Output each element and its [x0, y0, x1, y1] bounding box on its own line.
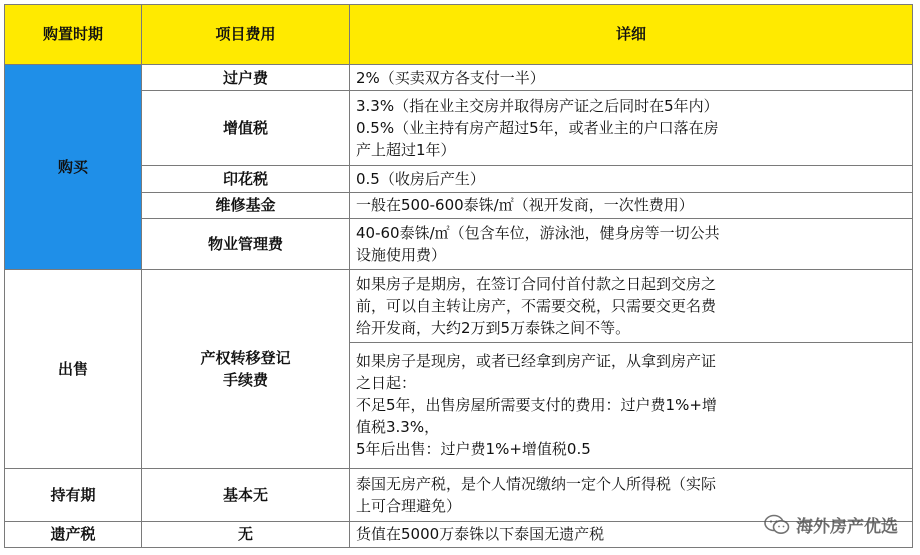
wechat-icon	[764, 514, 790, 536]
detail-line: 上可合理避免）	[356, 496, 462, 515]
detail-line: 不足5年，出售房屋所需要支付的费用：过户费1%+增	[356, 396, 717, 415]
detail-cell	[350, 64, 913, 90]
table-row	[5, 64, 913, 90]
table-row	[5, 166, 913, 192]
item-cell: 无	[142, 521, 350, 548]
item-cell: 基本无	[142, 468, 350, 521]
detail-cell	[350, 166, 913, 192]
period-inherit: 遗产税	[5, 521, 142, 548]
detail-line: 如果房子是期房，在签订合同付首付款之日起到交房之	[356, 274, 717, 293]
detail-line: 一般在500-600泰铢/㎡（视开发商，一次性费用）	[356, 196, 694, 215]
watermark	[764, 512, 898, 537]
detail-line: 设施使用费）	[356, 245, 447, 264]
item-cell: 物业管理费	[142, 219, 350, 270]
item-cell: 维修基金	[142, 192, 350, 218]
item-line: 产权转移登记	[200, 348, 291, 367]
item-cell: 过户费	[142, 64, 350, 90]
header-item: 项目费用	[142, 5, 350, 65]
detail-line: 3.3%（指在业主交房并取得房产证之后同时在5年内）	[356, 97, 719, 116]
detail-line: 产上超过1年）	[356, 141, 456, 160]
detail-cell	[350, 91, 913, 166]
period-sell: 出售	[5, 269, 142, 468]
detail-line: 如果房子是现房，或者已经拿到房产证，从拿到房产证	[356, 352, 717, 371]
watermark-text: 海外房产优选	[796, 517, 898, 537]
detail-line: 货值在5000万泰铢以下泰国无遗产税	[356, 525, 605, 544]
header-period: 购置时期	[5, 5, 142, 65]
header-row	[5, 5, 913, 65]
detail-cell	[350, 269, 913, 342]
detail-line: 给开发商，大约2万到5万泰铢之间不等。	[356, 318, 631, 337]
header-detail: 详细	[350, 5, 913, 65]
detail-line: 40-60泰铢/㎡（包含车位，游泳池，健身房等一切公共	[356, 223, 720, 242]
detail-line: 值税3.3%，	[356, 418, 440, 437]
detail-line: 2%（买卖双方各支付一半）	[356, 68, 545, 87]
table-row	[5, 91, 913, 166]
period-hold: 持有期	[5, 468, 142, 521]
item-cell: 增值税	[142, 91, 350, 166]
detail-cell	[350, 192, 913, 218]
detail-line: 之日起：	[356, 374, 417, 393]
detail-line: 前，可以自主转让房产，不需要交税，只需要交更名费	[356, 296, 717, 315]
detail-line: 0.5（收房后产生）	[356, 170, 485, 189]
table-row	[5, 219, 913, 270]
item-cell: 印花税	[142, 166, 350, 192]
detail-line: 5年后出售：过户费1%+增值税0.5	[356, 440, 591, 459]
fee-table	[4, 4, 913, 548]
table-row	[5, 269, 913, 342]
detail-cell	[350, 342, 913, 468]
detail-line: 0.5%（业主持有房产超过5年，或者业主的户口落在房	[356, 119, 719, 138]
item-cell	[142, 269, 350, 468]
detail-line: 泰国无房产税，是个人情况缴纳一定个人所得税（实际	[356, 474, 717, 493]
detail-cell	[350, 219, 913, 270]
table-row	[5, 192, 913, 218]
period-buy: 购买	[5, 64, 142, 269]
item-line: 手续费	[222, 370, 268, 389]
